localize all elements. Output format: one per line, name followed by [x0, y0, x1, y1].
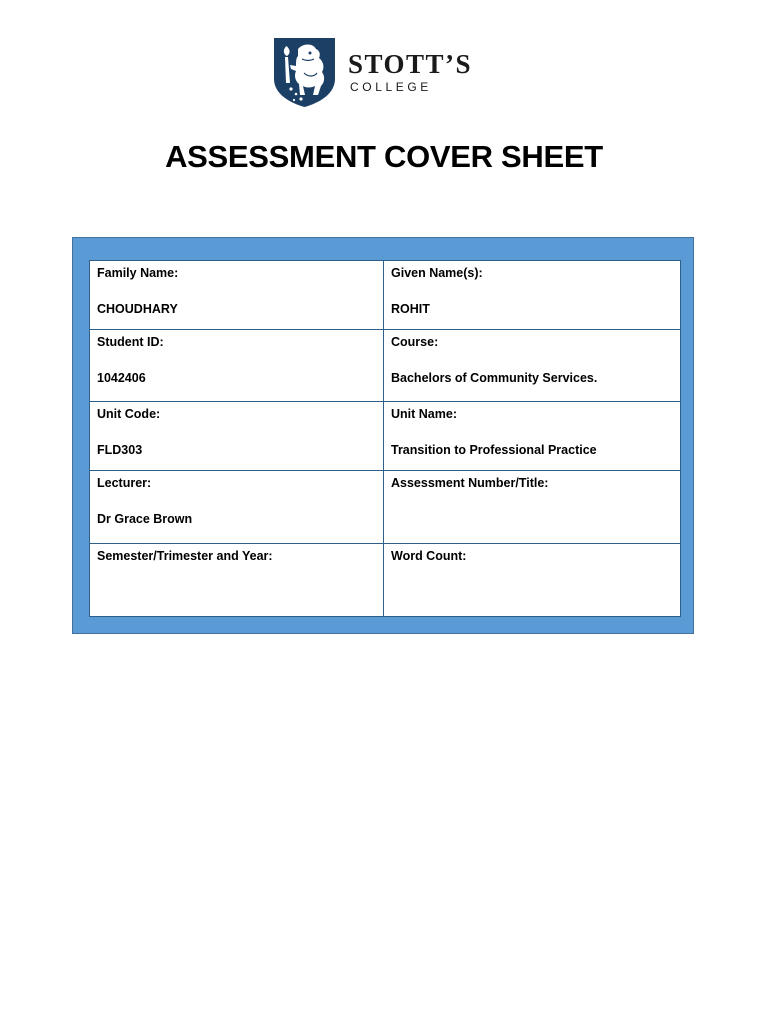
student-id-cell — [90, 330, 384, 402]
unit-code-cell — [90, 402, 384, 471]
table-row — [90, 402, 681, 471]
course-cell — [384, 330, 681, 402]
family-name-value: CHOUDHARY — [97, 302, 178, 316]
college-brand-subtitle: COLLEGE — [350, 80, 432, 94]
cover-sheet-frame — [72, 237, 694, 634]
unit-code-label: Unit Code: — [97, 407, 161, 421]
semester-year-cell — [90, 544, 384, 617]
course-label: Course: — [391, 335, 439, 349]
word-count-cell — [384, 544, 681, 617]
unit-name-cell — [384, 402, 681, 471]
page-title: ASSESSMENT COVER SHEET — [165, 139, 603, 174]
lion-shield-icon — [272, 37, 337, 108]
word-count-value — [391, 583, 673, 601]
lecturer-value: Dr Grace Brown — [97, 512, 193, 526]
student-id-label: Student ID: — [97, 335, 164, 349]
assessment-title-value — [391, 510, 673, 528]
lecturer-cell — [90, 471, 384, 544]
student-id-value: 1042406 — [97, 371, 146, 385]
family-name-cell — [90, 261, 384, 330]
table-row — [90, 471, 681, 544]
unit-name-label: Unit Name: — [391, 407, 457, 421]
assessment-title-cell — [384, 471, 681, 544]
semester-year-value — [97, 583, 376, 601]
course-value: Bachelors of Community Services. — [391, 371, 598, 385]
table-row — [90, 261, 681, 330]
table-row — [90, 544, 681, 617]
table-row — [90, 330, 681, 402]
unit-code-value: FLD303 — [97, 443, 143, 457]
given-names-cell — [384, 261, 681, 330]
given-names-label: Given Name(s): — [391, 266, 483, 280]
semester-year-label: Semester/Trimester and Year: — [97, 549, 273, 563]
cover-sheet-table — [89, 260, 681, 617]
given-names-value: ROHIT — [391, 302, 430, 316]
college-logo — [272, 37, 528, 109]
college-brand-name: STOTT’S — [348, 49, 473, 79]
family-name-label: Family Name: — [97, 266, 179, 280]
lecturer-label: Lecturer: — [97, 476, 152, 490]
word-count-label: Word Count: — [391, 549, 467, 563]
assessment-title-label: Assessment Number/Title: — [391, 476, 549, 490]
unit-name-value: Transition to Professional Practice — [391, 443, 597, 457]
